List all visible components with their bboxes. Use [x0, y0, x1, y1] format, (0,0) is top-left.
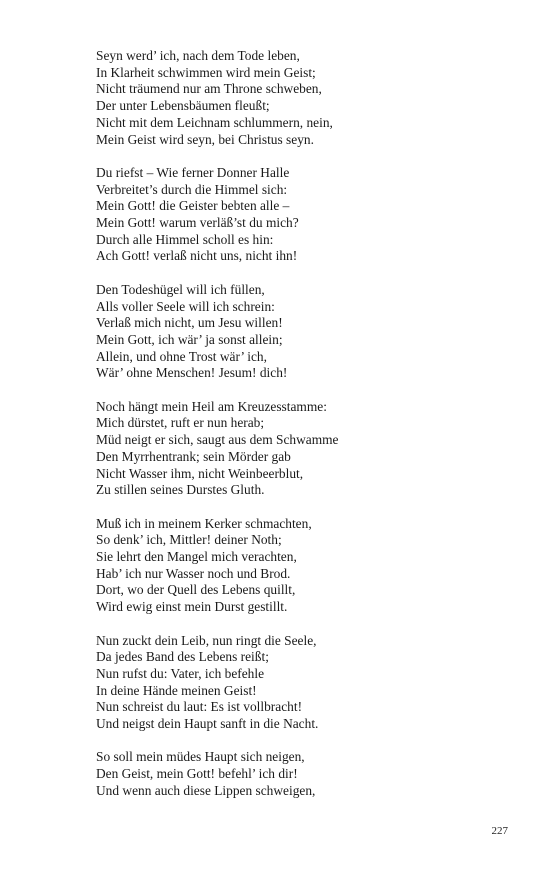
verse-line: Den Myrrhentrank; sein Mörder gab: [96, 448, 291, 464]
verse-line: Nun zuckt dein Leib, nun ringt die Seele,: [96, 632, 317, 648]
verse-line: Sie lehrt den Mangel mich verachten,: [96, 549, 297, 565]
verse-line: Durch alle Himmel scholl es hin:: [96, 231, 274, 247]
verse-line: Dort, wo der Quell des Lebens quillt,: [96, 582, 296, 598]
verse-line: Ach Gott! verlaß nicht uns, nicht ihn!: [96, 248, 298, 264]
verse-line: Verbreitet’s durch die Himmel sich:: [96, 181, 288, 197]
verse-line: Mein Geist wird seyn, bei Christus seyn.: [96, 131, 314, 147]
stanza-6: [96, 633, 516, 733]
verse-line: Zu stillen seines Durstes Gluth.: [96, 482, 265, 498]
verse-line: Nicht mit dem Leichnam schlummern, nein,: [96, 114, 333, 130]
verse-line: Müd neigt er sich, saugt aus dem Schwamme: [96, 432, 339, 448]
verse-line: Den Todeshügel will ich füllen,: [96, 281, 265, 297]
stanza-7: [96, 749, 516, 799]
verse-line: Du riefst – Wie ferner Donner Halle: [96, 164, 290, 180]
verse-line: In deine Hände meinen Geist!: [96, 682, 257, 698]
verse-line: Da jedes Band des Lebens reißt;: [96, 649, 269, 665]
stanza-2: [96, 165, 516, 265]
verse-line: In Klarheit schwimmen wird mein Geist;: [96, 64, 316, 80]
verse-line: Hab’ ich nur Wasser noch und Brod.: [96, 565, 291, 581]
verse-line: So soll mein müdes Haupt sich neigen,: [96, 749, 305, 765]
verse-line: Muß ich in meinem Kerker schmachten,: [96, 515, 312, 531]
verse-line: Wird ewig einst mein Durst gestillt.: [96, 599, 288, 615]
verse-line: Nun schreist du laut: Es ist vollbracht!: [96, 699, 303, 715]
verse-line: Und neigst dein Haupt sanft in die Nacht.: [96, 716, 319, 732]
verse-line: Wär’ ohne Menschen! Jesum! dich!: [96, 365, 288, 381]
stanza-4: [96, 399, 516, 499]
verse-line: Den Geist, mein Gott! befehl’ ich dir!: [96, 766, 298, 782]
verse-line: Mich dürstet, ruft er nun herab;: [96, 415, 265, 431]
stanza-1: [96, 48, 516, 148]
verse-line: Mein Gott! warum verläß’st du mich?: [96, 215, 299, 231]
poem-text: [96, 48, 516, 800]
verse-line: So denk’ ich, Mittler! deiner Noth;: [96, 532, 282, 548]
page-number: 227: [491, 825, 508, 837]
verse-line: Nicht träumend nur am Throne schweben,: [96, 81, 322, 97]
verse-line: Nicht Wasser ihm, nicht Weinbeerblut,: [96, 465, 304, 481]
verse-line: Alls voller Seele will ich schrein:: [96, 298, 275, 314]
verse-line: Verlaß mich nicht, um Jesu willen!: [96, 315, 283, 331]
verse-line: Allein, und ohne Trost wär’ ich,: [96, 348, 267, 364]
verse-line: Mein Gott, ich wär’ ja sonst allein;: [96, 331, 283, 347]
verse-line: Der unter Lebensbäumen fleußt;: [96, 98, 270, 114]
verse-line: Mein Gott! die Geister bebten alle –: [96, 198, 290, 214]
stanza-5: [96, 516, 516, 616]
stanza-3: [96, 282, 516, 382]
verse-line: Seyn werd’ ich, nach dem Tode leben,: [96, 48, 300, 63]
verse-line: Und wenn auch diese Lippen schweigen,: [96, 782, 316, 798]
verse-line: Noch hängt mein Heil am Kreuzesstamme:: [96, 398, 327, 414]
verse-line: Nun rufst du: Vater, ich befehle: [96, 665, 265, 681]
